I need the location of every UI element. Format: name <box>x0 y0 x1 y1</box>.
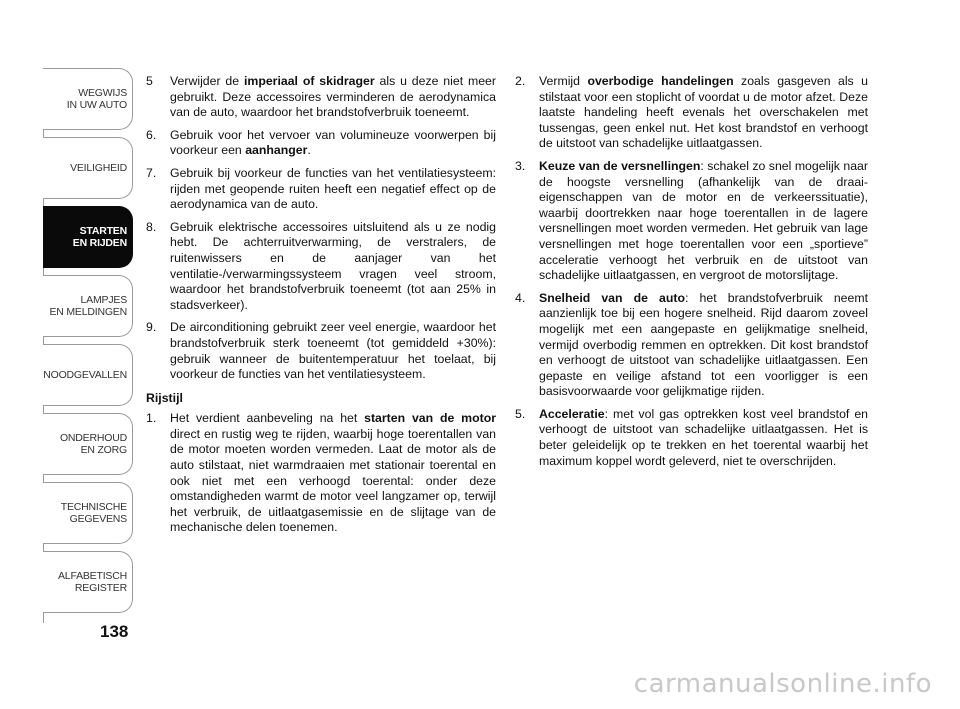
tab-technische-gegevens[interactable] <box>43 482 133 544</box>
tab-noodgevallen[interactable] <box>43 344 133 406</box>
item-text-part: . <box>307 143 311 158</box>
tab-label: ALFABETISCH REGISTER <box>58 570 127 594</box>
tab-veiligheid[interactable] <box>43 137 133 199</box>
item-number: 8. <box>146 219 157 234</box>
item-bold-text: starten van de motor <box>364 411 496 426</box>
tab-alfabetisch-register[interactable] <box>43 551 133 613</box>
item-number: 6. <box>146 127 157 142</box>
tab-wegwijs[interactable] <box>43 68 133 130</box>
item-number: 1. <box>146 411 157 426</box>
item-text-part: direct en rustig weg te rijden, waarbij hoge toerentallen van de motor moeten worden vermeden. Laat de motor als de auto stilstaat, niet warmdraaien met stationair toerental en ook niet met een verhoogd toerental: onder deze omstandigheden warmt de motor veel langzamer op, terwijl het verbruik, de uitlaatgasemissie en de slijtage van de mechanische delen toenemen. <box>170 426 496 535</box>
right-column <box>515 74 868 476</box>
item-text-part: : het brandstofverbruik neemt aanzienlijk toe bij een hogere snelheid. Rijd daarom zoveel mogelijk met een aangepaste en gelijkmatige snelheid, vermijd overbodig remmen en optrekken. Dit kost brandstof en verhoogt de uitstoot van schadelijke uitlaatgassen. Een gepaste en veilige afstand tot een voorligger is een basisvoorwaarde voor gelijkmatige rijden. <box>539 290 868 399</box>
item-text-part: Vermijd <box>539 74 588 88</box>
item-text-part: : schakel zo snel mogelijk naar de hoogste versnelling (afhankelijk van de draai-eigenschappen van de motor en de verkeerssituatie), waarbij doortrekken naar hoge toerentallen in de lagere versnellingen moet worden vermeden. Het gebruik van lage versnellingen met hoge toerentallen voor een „sportieve” acceleratie verhoogt het verbruik en de uitstoot van schadelijke uitlaatgassen, en vergroot de motorslijtage. <box>539 158 868 283</box>
list-item <box>146 128 496 159</box>
list-item <box>515 74 868 152</box>
list-item <box>146 411 496 536</box>
item-text-part: zoals gasgeven als u stilstaat voor een stoplicht of voordat u de motor afzet. Deze laatste handeling heeft evenals het overschakelen met tussengas, geen enkel nut. Het kost brandstof en verhoogt de uitstoot van schadelijke uitlaatgassen. <box>539 74 868 151</box>
item-number: 9. <box>146 320 157 335</box>
list-item <box>146 320 496 382</box>
left-column <box>146 74 496 543</box>
chapter-tabs <box>43 68 133 620</box>
rijstijl-list <box>146 411 496 536</box>
list-item <box>146 220 496 314</box>
list-item <box>146 74 496 121</box>
item-text <box>170 220 496 314</box>
item-text <box>170 320 496 382</box>
item-bold-text: Snelheid van de auto <box>539 290 686 305</box>
item-text-part: als u deze niet meer gebruikt. Deze accessoires verminderen de aerodynamica van de auto, waardoor het brandstofverbruik toeneemt. <box>170 74 496 120</box>
tab-label: TECHNISCHE GEGEVENS <box>60 501 127 525</box>
item-text <box>539 159 868 284</box>
item-number: 7. <box>146 165 157 180</box>
tab-starten-en-rijden[interactable] <box>43 206 133 268</box>
item-text-part: Het verdient aanbeveling na het <box>170 411 365 426</box>
item-bold-text: imperiaal of skidrager <box>243 74 375 88</box>
right-list <box>515 74 868 469</box>
section-heading: Rijstijl <box>146 390 183 405</box>
list-item <box>515 407 868 469</box>
tab-lampjes[interactable] <box>43 275 133 337</box>
item-bold-text: Keuze van de versnellingen <box>539 158 701 173</box>
item-text-part: De airconditioning gebruikt zeer veel energie, waardoor het brandstofverbruik sterk toeneemt (tot gemiddeld +30%): gebruik wanneer de buitentemperatuur het toelaat, bij voorkeur de functies van het ventilatiesysteem. <box>170 320 496 382</box>
item-text <box>539 407 868 469</box>
item-bold-text: Acceleratie <box>539 406 605 421</box>
item-text-part: Gebruik elektrische accessoires uitsluitend als u ze nodig hebt. De achterruitverwarming, de verstralers, de ruitenwissers en de aanjager van het ventilatie-/verwarmingssysteem vragen veel stroom, waardoor het brandstofverbruik toeneemt (tot aan 25% in stadsverkeer). <box>170 219 496 312</box>
item-text-part: Verwijder de <box>170 74 244 88</box>
item-text <box>539 291 868 400</box>
item-text <box>539 74 868 152</box>
tab-label: ONDERHOUD EN ZORG <box>59 432 127 456</box>
page-number: 138 <box>100 622 129 641</box>
left-list <box>146 74 496 383</box>
item-bold-text: aanhanger <box>245 143 308 158</box>
item-number: 5 <box>146 74 153 88</box>
item-number: 2. <box>515 74 526 88</box>
item-text-part: Gebruik voor het vervoer van volumineuze voorwerpen bij voorkeur een <box>170 127 496 158</box>
item-text <box>170 411 496 536</box>
item-number: 4. <box>515 290 526 305</box>
tab-label: VEILIGHEID <box>70 162 127 174</box>
watermark: carmanualsonline.info <box>633 669 932 699</box>
item-bold-text: overbodige handelingen <box>587 74 734 88</box>
list-item <box>146 166 496 213</box>
tab-onderhoud[interactable] <box>43 413 133 475</box>
list-item <box>515 159 868 284</box>
item-text <box>170 166 496 213</box>
tab-label: NOODGEVALLEN <box>43 369 127 381</box>
item-text-part: : met vol gas optrekken kost veel brandstof en verhoogt de uitstoot van schadelijke uitlaatgassen. Het is beter geleidelijk op te trekken en het toerental waarbij het maximum koppel wordt geleverd, niet te overschrijden. <box>539 406 868 468</box>
item-text <box>170 128 496 159</box>
tab-label: LAMPJES EN MELDINGEN <box>49 294 127 318</box>
list-item <box>515 291 868 400</box>
item-text-part: Gebruik bij voorkeur de functies van het ventilatiesysteem: rijden met geopende ruiten heeft een negatief effect op de aerodynamica van de auto. <box>170 165 496 212</box>
item-number: 3. <box>515 158 526 173</box>
tab-label: WEGWIJS IN UW AUTO <box>66 87 127 111</box>
item-number: 5. <box>515 406 526 421</box>
item-text <box>170 74 496 121</box>
tab-label: STARTEN EN RIJDEN <box>72 225 127 249</box>
